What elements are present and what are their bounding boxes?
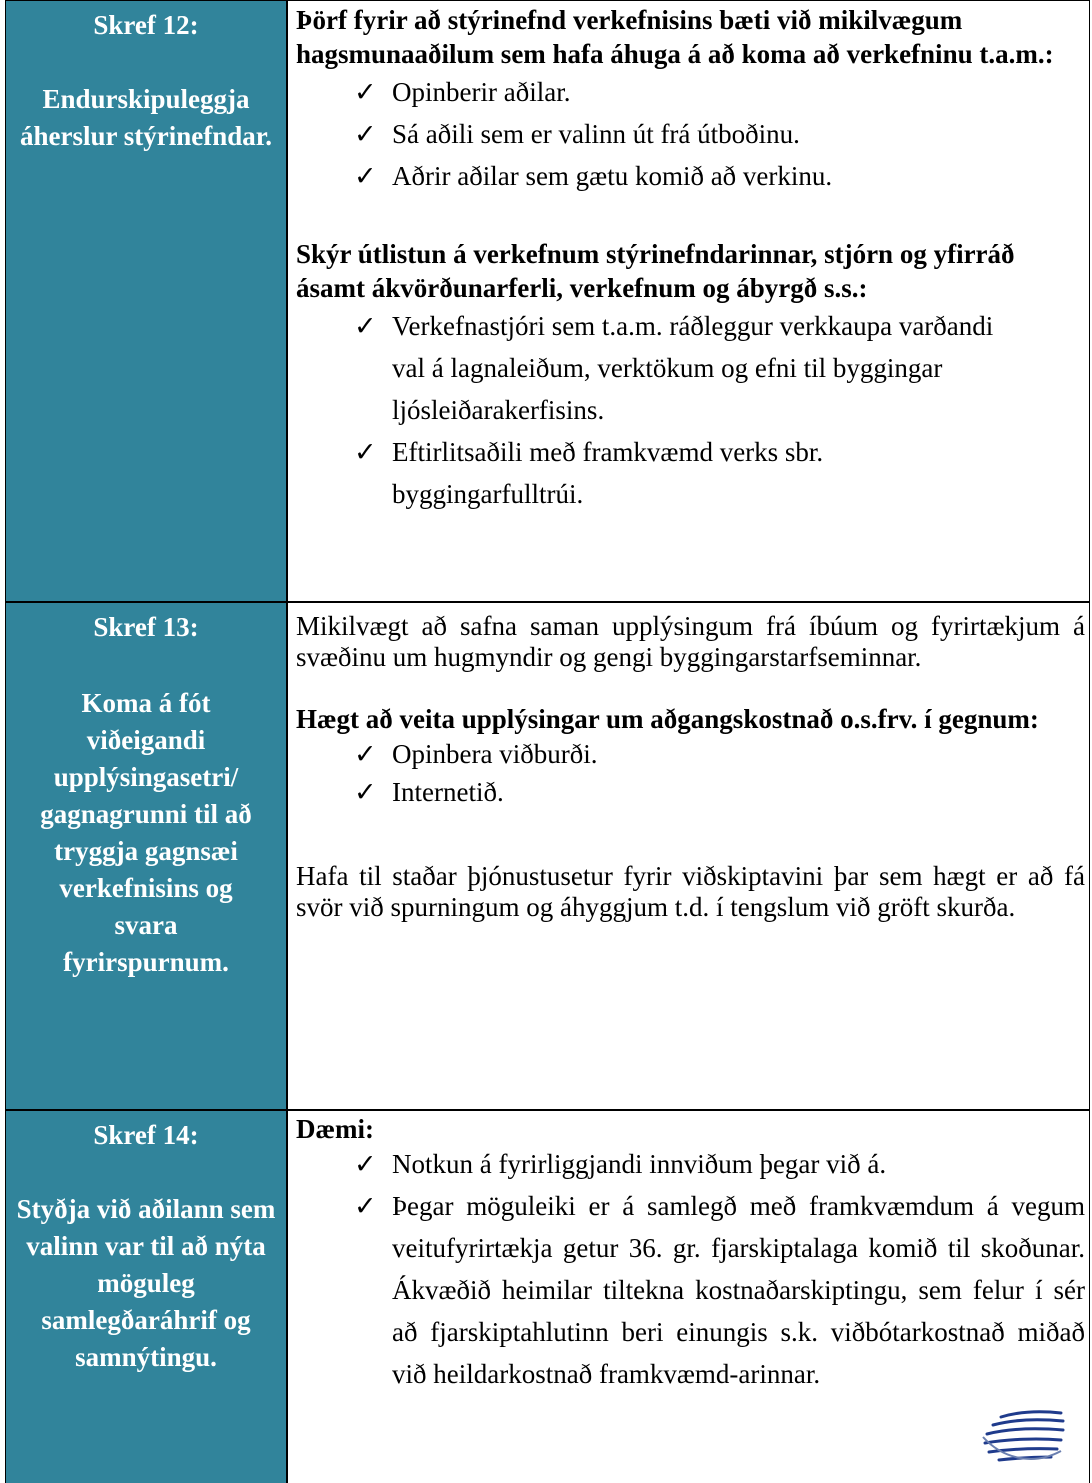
step-row-12 [6, 0, 1089, 601]
list-item: ✓ Notkun á fyrirliggjandi innviðum þegar við á. [296, 1143, 1085, 1185]
step-title: Endurskipuleggja áherslur stýrinefndar. [19, 84, 273, 151]
step-row-13 [6, 601, 1089, 1109]
step-label-cell [6, 1, 288, 601]
content-heading: Skýr útlistun á verkefnum stýrinefndarinnar, stjórn og yfirráð ásamt ákvörðunarferli, verkefnum og ábyrgð s.s.: [296, 239, 1015, 303]
checklist [296, 1143, 1085, 1395]
step-number: Skref 12: [93, 10, 199, 40]
checkmark-icon: ✓ [354, 161, 377, 191]
list-item: ✓ Þegar möguleiki er á samlegð með framkvæmdum á vegum veitufyrirtækja getur 36. gr. fjarskiptalaga komið til skoðunar. Ákvæðið heimilar tiltekna kostnaðarskiptingu, sem felur í sér að fjarskiptahlutinn beri einungis s.k. viðbótarkostnað miðað við heildarkostnað framkvæmd-arinnar. [296, 1185, 1085, 1395]
list-item: ✓ Opinbera viðburði. [296, 735, 1085, 773]
step-number: Skref 13: [93, 612, 199, 642]
checkmark-icon: ✓ [354, 437, 377, 467]
content-heading: Hægt að veita upplýsingar um aðgangskostnað o.s.frv. í gegnum: [296, 704, 1039, 734]
content-heading: Dæmi: [296, 1114, 374, 1144]
list-item: ✓ Sá aðili sem er valinn út frá útboðinu. [296, 113, 1085, 155]
checklist [296, 305, 1085, 515]
list-item: ✓ Opinberir aðilar. [296, 71, 1085, 113]
content-paragraph: Mikilvægt að safna saman upplýsingum frá íbúum og fyrirtækjum á svæðinu um hugmyndir og gengi byggingarstarfseminnar. [296, 611, 1085, 672]
checkmark-icon: ✓ [354, 739, 377, 769]
content-heading: Þörf fyrir að stýrinefnd verkefnisins bæti við mikilvægum hagsmunaaðilum sem hafa áhuga á að koma að verkefninu t.a.m.: [296, 5, 1054, 69]
list-item: ✓ Internetið. [296, 773, 1085, 811]
checklist [296, 71, 1085, 197]
checkmark-icon: ✓ [354, 1149, 377, 1179]
list-item: ✓ Eftirlitsaðili með framkvæmd verks sbr. byggingarfulltrúi. [296, 431, 1085, 515]
step-label-cell [6, 1111, 288, 1483]
step-title: Styðja við aðilann sem valinn var til að nýta möguleg samlegðaráhrif og samnýtingu. [16, 1194, 276, 1372]
checklist [296, 735, 1085, 811]
step-content-cell [288, 1, 1089, 601]
step-content-cell [288, 603, 1089, 1109]
swoosh-logo-icon [981, 1407, 1065, 1469]
checkmark-icon: ✓ [354, 77, 377, 107]
step-row-14 [6, 1109, 1089, 1483]
step-title: Koma á fót viðeigandi upplýsingasetri/ gagnagrunni til að tryggja gagnsæi verkefnisins og svara fyrirspurnum. [40, 688, 252, 977]
checkmark-icon: ✓ [354, 777, 377, 807]
list-item: ✓ Verkefnastjóri sem t.a.m. ráðleggur verkkaupa varðandi val á lagnaleiðum, verktökum og efni til byggingar ljósleiðarakerfisins. [296, 305, 1085, 431]
content-paragraph: Hafa til staðar þjónustusetur fyrir viðskiptavini þar sem hægt er að fá svör við spurningum og áhyggjum t.d. í tengslum við gröft skurða. [296, 861, 1085, 922]
checkmark-icon: ✓ [354, 119, 377, 149]
checkmark-icon: ✓ [354, 311, 377, 341]
steps-table [5, 0, 1090, 1483]
checkmark-icon: ✓ [354, 1191, 377, 1221]
list-item: ✓ Aðrir aðilar sem gætu komið að verkinu. [296, 155, 1085, 197]
step-content-cell [288, 1111, 1089, 1483]
step-label-cell [6, 603, 288, 1109]
step-number: Skref 14: [93, 1120, 199, 1150]
